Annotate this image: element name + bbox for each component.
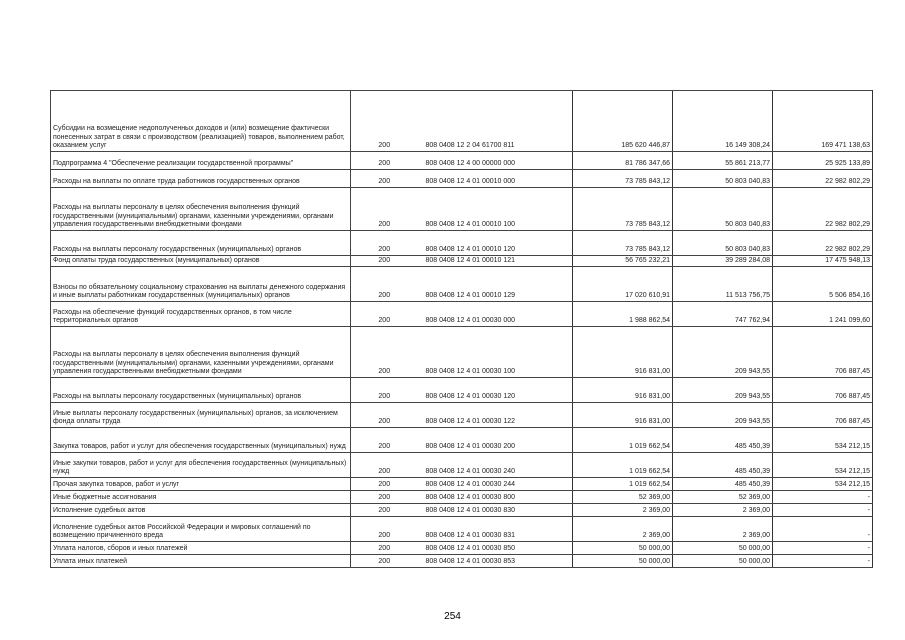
row-value-3-cell: 22 982 802,29 [773, 188, 873, 231]
row-code-cell: 200 [351, 542, 418, 555]
row-name-cell: Иные выплаты персоналу государственных (муниципальных) органов, за исключением фонда оплаты труда [51, 403, 351, 428]
row-code-cell: 200 [351, 91, 418, 152]
row-value-1-cell: 50 000,00 [573, 542, 673, 555]
row-value-2-cell: 50 000,00 [673, 542, 773, 555]
row-value-3-cell: 706 887,45 [773, 403, 873, 428]
row-value-1-cell: 1 019 662,54 [573, 428, 673, 453]
row-kbk-cell: 808 0408 12 4 01 00010 000 [418, 170, 573, 188]
row-kbk-cell: 808 0408 12 4 01 00030 853 [418, 555, 573, 568]
table-row [51, 152, 873, 170]
row-value-2-cell: 209 943,55 [673, 403, 773, 428]
row-value-3-cell: 706 887,45 [773, 327, 873, 378]
row-value-2-cell: 485 450,39 [673, 478, 773, 491]
row-value-1-cell: 185 620 446,87 [573, 91, 673, 152]
table-row [51, 453, 873, 478]
row-value-1-cell: 50 000,00 [573, 555, 673, 568]
row-value-3-cell: - [773, 555, 873, 568]
table-row [51, 256, 873, 267]
row-value-1-cell: 1 019 662,54 [573, 453, 673, 478]
table-row [51, 302, 873, 327]
row-value-1-cell: 1 019 662,54 [573, 478, 673, 491]
row-name-cell: Закупка товаров, работ и услуг для обеспечения государственных (муниципальных) нужд [51, 428, 351, 453]
row-kbk-cell: 808 0408 12 4 01 00030 000 [418, 302, 573, 327]
table-row [51, 91, 873, 152]
row-value-1-cell: 56 765 232,21 [573, 256, 673, 267]
row-kbk-cell: 808 0408 12 4 01 00030 120 [418, 378, 573, 403]
row-value-3-cell: - [773, 542, 873, 555]
row-code-cell: 200 [351, 327, 418, 378]
row-value-1-cell: 52 369,00 [573, 491, 673, 504]
row-kbk-cell: 808 0408 12 4 01 00030 200 [418, 428, 573, 453]
row-name-cell: Исполнение судебных актов Российской Федерации и мировых соглашений по возмещению причиненного вреда [51, 517, 351, 542]
row-value-1-cell: 916 831,00 [573, 327, 673, 378]
row-kbk-cell: 808 0408 12 4 01 00010 100 [418, 188, 573, 231]
table-row [51, 327, 873, 378]
row-value-2-cell: 485 450,39 [673, 453, 773, 478]
row-kbk-cell: 808 0408 12 4 01 00030 122 [418, 403, 573, 428]
row-value-1-cell: 916 831,00 [573, 378, 673, 403]
row-name-cell: Расходы на выплаты персоналу государственных (муниципальных) органов [51, 231, 351, 256]
row-code-cell: 200 [351, 517, 418, 542]
row-code-cell: 200 [351, 231, 418, 256]
row-code-cell: 200 [351, 267, 418, 302]
row-value-3-cell: 706 887,45 [773, 378, 873, 403]
row-kbk-cell: 808 0408 12 4 01 00010 121 [418, 256, 573, 267]
row-code-cell: 200 [351, 302, 418, 327]
row-kbk-cell: 808 0408 12 4 01 00030 850 [418, 542, 573, 555]
row-value-2-cell: 55 861 213,77 [673, 152, 773, 170]
row-name-cell: Уплата иных платежей [51, 555, 351, 568]
row-value-2-cell: 209 943,55 [673, 327, 773, 378]
row-name-cell: Расходы на выплаты по оплате труда работников государственных органов [51, 170, 351, 188]
row-kbk-cell: 808 0408 12 4 01 00030 800 [418, 491, 573, 504]
row-value-3-cell: 534 212,15 [773, 453, 873, 478]
budget-table [50, 90, 873, 568]
row-code-cell: 200 [351, 256, 418, 267]
row-kbk-cell: 808 0408 12 4 01 00030 100 [418, 327, 573, 378]
row-value-3-cell: 169 471 138,63 [773, 91, 873, 152]
row-value-2-cell: 485 450,39 [673, 428, 773, 453]
row-code-cell: 200 [351, 188, 418, 231]
row-name-cell: Иные закупки товаров, работ и услуг для обеспечения государственных (муниципальных) нужд [51, 453, 351, 478]
table-row [51, 478, 873, 491]
row-value-1-cell: 1 988 862,54 [573, 302, 673, 327]
row-value-3-cell: - [773, 517, 873, 542]
row-value-2-cell: 39 289 284,08 [673, 256, 773, 267]
row-value-3-cell: 22 982 802,29 [773, 170, 873, 188]
row-kbk-cell: 808 0408 12 2 04 61700 811 [418, 91, 573, 152]
row-kbk-cell: 808 0408 12 4 01 00010 129 [418, 267, 573, 302]
row-name-cell: Взносы по обязательному социальному страхованию на выплаты денежного содержания и иные выплаты работникам государственных (муниципальных) органов [51, 267, 351, 302]
row-value-3-cell: 534 212,15 [773, 478, 873, 491]
table-row [51, 231, 873, 256]
row-value-1-cell: 2 369,00 [573, 517, 673, 542]
row-code-cell: 200 [351, 403, 418, 428]
row-value-3-cell: - [773, 491, 873, 504]
row-value-3-cell: 25 925 133,89 [773, 152, 873, 170]
row-value-1-cell: 73 785 843,12 [573, 231, 673, 256]
row-value-1-cell: 81 786 347,66 [573, 152, 673, 170]
row-value-3-cell: - [773, 504, 873, 517]
row-kbk-cell: 808 0408 12 4 01 00030 830 [418, 504, 573, 517]
table-row [51, 403, 873, 428]
row-name-cell: Уплата налогов, сборов и иных платежей [51, 542, 351, 555]
row-value-1-cell: 73 785 843,12 [573, 188, 673, 231]
row-value-2-cell: 50 803 040,83 [673, 170, 773, 188]
row-name-cell: Фонд оплаты труда государственных (муниципальных) органов [51, 256, 351, 267]
row-code-cell: 200 [351, 152, 418, 170]
row-code-cell: 200 [351, 170, 418, 188]
row-name-cell: Расходы на выплаты персоналу в целях обеспечения выполнения функций государственными (муниципальными) органами, казенными учреждениями, органами управления государственными внебюджетными фондами [51, 327, 351, 378]
table-row [51, 542, 873, 555]
page-number: 254 [444, 611, 461, 622]
table-row [51, 378, 873, 403]
row-value-1-cell: 2 369,00 [573, 504, 673, 517]
row-code-cell: 200 [351, 428, 418, 453]
row-name-cell: Иные бюджетные ассигнования [51, 491, 351, 504]
table-row [51, 170, 873, 188]
row-value-2-cell: 747 762,94 [673, 302, 773, 327]
row-kbk-cell: 808 0408 12 4 01 00030 831 [418, 517, 573, 542]
row-name-cell: Расходы на выплаты персоналу в целях обеспечения выполнения функций государственными (муниципальными) органами, казенными учреждениями, органами управления государственными внебюджетными фондами [51, 188, 351, 231]
row-code-cell: 200 [351, 555, 418, 568]
row-kbk-cell: 808 0408 12 4 00 00000 000 [418, 152, 573, 170]
row-value-1-cell: 916 831,00 [573, 403, 673, 428]
row-value-2-cell: 11 513 756,75 [673, 267, 773, 302]
row-name-cell: Субсидии на возмещение недополученных доходов и (или) возмещение фактически понесенных затрат в связи с производством (реализацией) товаров, выполнением работ, оказанием услуг [51, 91, 351, 152]
row-code-cell: 200 [351, 453, 418, 478]
row-value-3-cell: 5 506 854,16 [773, 267, 873, 302]
row-value-2-cell: 16 149 308,24 [673, 91, 773, 152]
table-row [51, 491, 873, 504]
row-value-1-cell: 73 785 843,12 [573, 170, 673, 188]
row-name-cell: Исполнение судебных актов [51, 504, 351, 517]
row-name-cell: Расходы на выплаты персоналу государственных (муниципальных) органов [51, 378, 351, 403]
table-row [51, 267, 873, 302]
row-code-cell: 200 [351, 491, 418, 504]
row-value-3-cell: 17 475 948,13 [773, 256, 873, 267]
row-kbk-cell: 808 0408 12 4 01 00030 244 [418, 478, 573, 491]
row-value-2-cell: 50 803 040,83 [673, 231, 773, 256]
row-name-cell: Прочая закупка товаров, работ и услуг [51, 478, 351, 491]
table-row [51, 428, 873, 453]
row-value-2-cell: 2 369,00 [673, 517, 773, 542]
row-name-cell: Подпрограмма 4 "Обеспечение реализации государственной программы" [51, 152, 351, 170]
table-row [51, 188, 873, 231]
row-code-cell: 200 [351, 478, 418, 491]
row-value-1-cell: 17 020 610,91 [573, 267, 673, 302]
row-kbk-cell: 808 0408 12 4 01 00030 240 [418, 453, 573, 478]
row-kbk-cell: 808 0408 12 4 01 00010 120 [418, 231, 573, 256]
row-value-3-cell: 534 212,15 [773, 428, 873, 453]
row-value-2-cell: 50 000,00 [673, 555, 773, 568]
table-body [51, 91, 873, 568]
row-value-3-cell: 22 982 802,29 [773, 231, 873, 256]
row-value-2-cell: 52 369,00 [673, 491, 773, 504]
row-value-2-cell: 209 943,55 [673, 378, 773, 403]
table-row [51, 555, 873, 568]
table-row [51, 504, 873, 517]
row-value-2-cell: 50 803 040,83 [673, 188, 773, 231]
row-code-cell: 200 [351, 504, 418, 517]
row-value-2-cell: 2 369,00 [673, 504, 773, 517]
row-value-3-cell: 1 241 099,60 [773, 302, 873, 327]
row-code-cell: 200 [351, 378, 418, 403]
row-name-cell: Расходы на обеспечение функций государственных органов, в том числе территориальных органов [51, 302, 351, 327]
table-row [51, 517, 873, 542]
